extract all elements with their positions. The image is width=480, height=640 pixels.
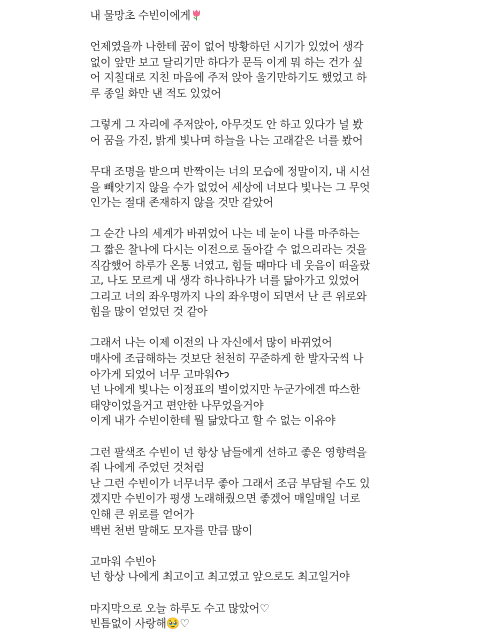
text-line: 그 짧은 찰나에 다시는 이전으로 돌아갈 수 없으리라는 것을 [90, 242, 367, 256]
text-line: 빈틈없이 사랑해🥹♡ [90, 617, 190, 631]
text-line: 무대 조명을 받으며 반짝이는 너의 모습에 정말이지, 내 시선 [90, 164, 370, 178]
paragraph-gap [90, 429, 435, 445]
text-line: 고, 나도 모르게 내 생각 하나하나가 너를 닮아가고 있었어 [90, 274, 360, 288]
text-line: 인해 큰 위로를 얻어가 [90, 508, 194, 521]
text-line: 언제였을까 나한테 꿈이 없어 방황하던 시기가 있었어 생각 [90, 40, 364, 54]
paragraph [90, 117, 435, 148]
paragraph [90, 226, 435, 320]
text-line: 인가는 절대 존재하지 않을 것만 같았어 [90, 196, 274, 210]
paragraph [90, 335, 435, 429]
text-line: 어 꿈을 가진, 밝게 빛나며 하늘을 나는 고래같은 너를 봤어 [90, 133, 363, 147]
paragraph-gap [90, 320, 435, 336]
paragraph [90, 445, 435, 539]
text-line: 루 종일 화만 낸 적도 있었어 [90, 86, 222, 100]
text-line: 그래서 나는 이제 이전의 나 자신에서 많이 바뀌었어 [90, 336, 333, 350]
paragraph [90, 554, 435, 585]
text-line: 직감했어 하루가 온통 너였고, 힘들 때마다 네 웃음이 떠올랐 [90, 258, 370, 272]
text-line: 힘을 많이 얻었던 것 같아 [90, 305, 208, 319]
text-line: 을 빼앗기지 않을 수가 없었어 세상에 너보다 빛나는 그 무엇 [90, 180, 370, 194]
text-line: 그렇게 그 자리에 주저앉아, 아무것도 안 하고 있다가 널 봤 [90, 118, 363, 132]
paragraph [90, 164, 435, 211]
paragraph [90, 39, 435, 101]
text-line: 매사에 조급해하는 것보단 천천히 꾸준하게 한 발자국씩 나 [90, 352, 364, 366]
letter-title: 내 물망초 수빈이에게 [90, 9, 191, 22]
paragraph-gap [90, 538, 435, 554]
text-line: 이게 내가 수빈이한테 뭘 닮았다고 할 수 없는 이유야 [90, 414, 336, 428]
paragraph-gap [90, 148, 435, 164]
text-line: 아가게 되었어 너무 고마워ᡣ𐭩 [90, 367, 230, 381]
text-line: 넌 항상 나에게 최고이고 최고였고 앞으로도 최고일거야 [90, 570, 350, 584]
text-line: 고마워 수빈아 [90, 554, 156, 568]
text-line: 난 그런 수빈이가 너무너무 좋아 그래서 조금 부담될 수도 있 [90, 476, 370, 490]
text-line: 어 지칠대로 지친 마음에 주저 앉아 울기만하기도 했었고 하 [90, 71, 367, 85]
text-line: 그리고 너의 좌우명까지 나의 좌우명이 되면서 난 큰 위로와 [90, 289, 367, 303]
text-line: 줘 나에게 주었던 것처럼 [90, 461, 205, 475]
letter [90, 8, 435, 632]
text-line: 그런 팔색조 수빈이 넌 항상 남들에게 선하고 좋은 영향력을 [90, 445, 367, 459]
paragraph-gap [90, 585, 435, 601]
paragraph-gap [90, 211, 435, 227]
text-line: 마지막으로 오늘 하루도 수고 많았어♡ [90, 601, 270, 615]
paragraph-gap [90, 102, 435, 118]
text-line: 백번 천번 말해도 모자를 만큼 많이 [90, 523, 253, 537]
tulip-icon [192, 9, 201, 21]
text-line: 넌 나에게 빛나는 이정표의 별이었지만 누군가에겐 따스한 [90, 383, 361, 397]
text-line: 그 순간 나의 세계가 바뀌었어 나는 네 눈이 나를 마주하는 [90, 227, 360, 241]
text-line: 태양이었을거고 편안한 나무었을거야 [90, 398, 264, 412]
paragraph [90, 601, 435, 632]
paragraph-gap [90, 24, 435, 40]
letter-title-row [90, 8, 435, 24]
text-line: 겠지만 수빈이가 평생 노래해줬으면 좋겠어 매일매일 너로 [90, 492, 361, 506]
text-line: 없이 앞만 보고 달리기만 하다가 문득 이게 뭐 하는 건가 싶 [90, 55, 363, 69]
letter-body [90, 24, 435, 632]
